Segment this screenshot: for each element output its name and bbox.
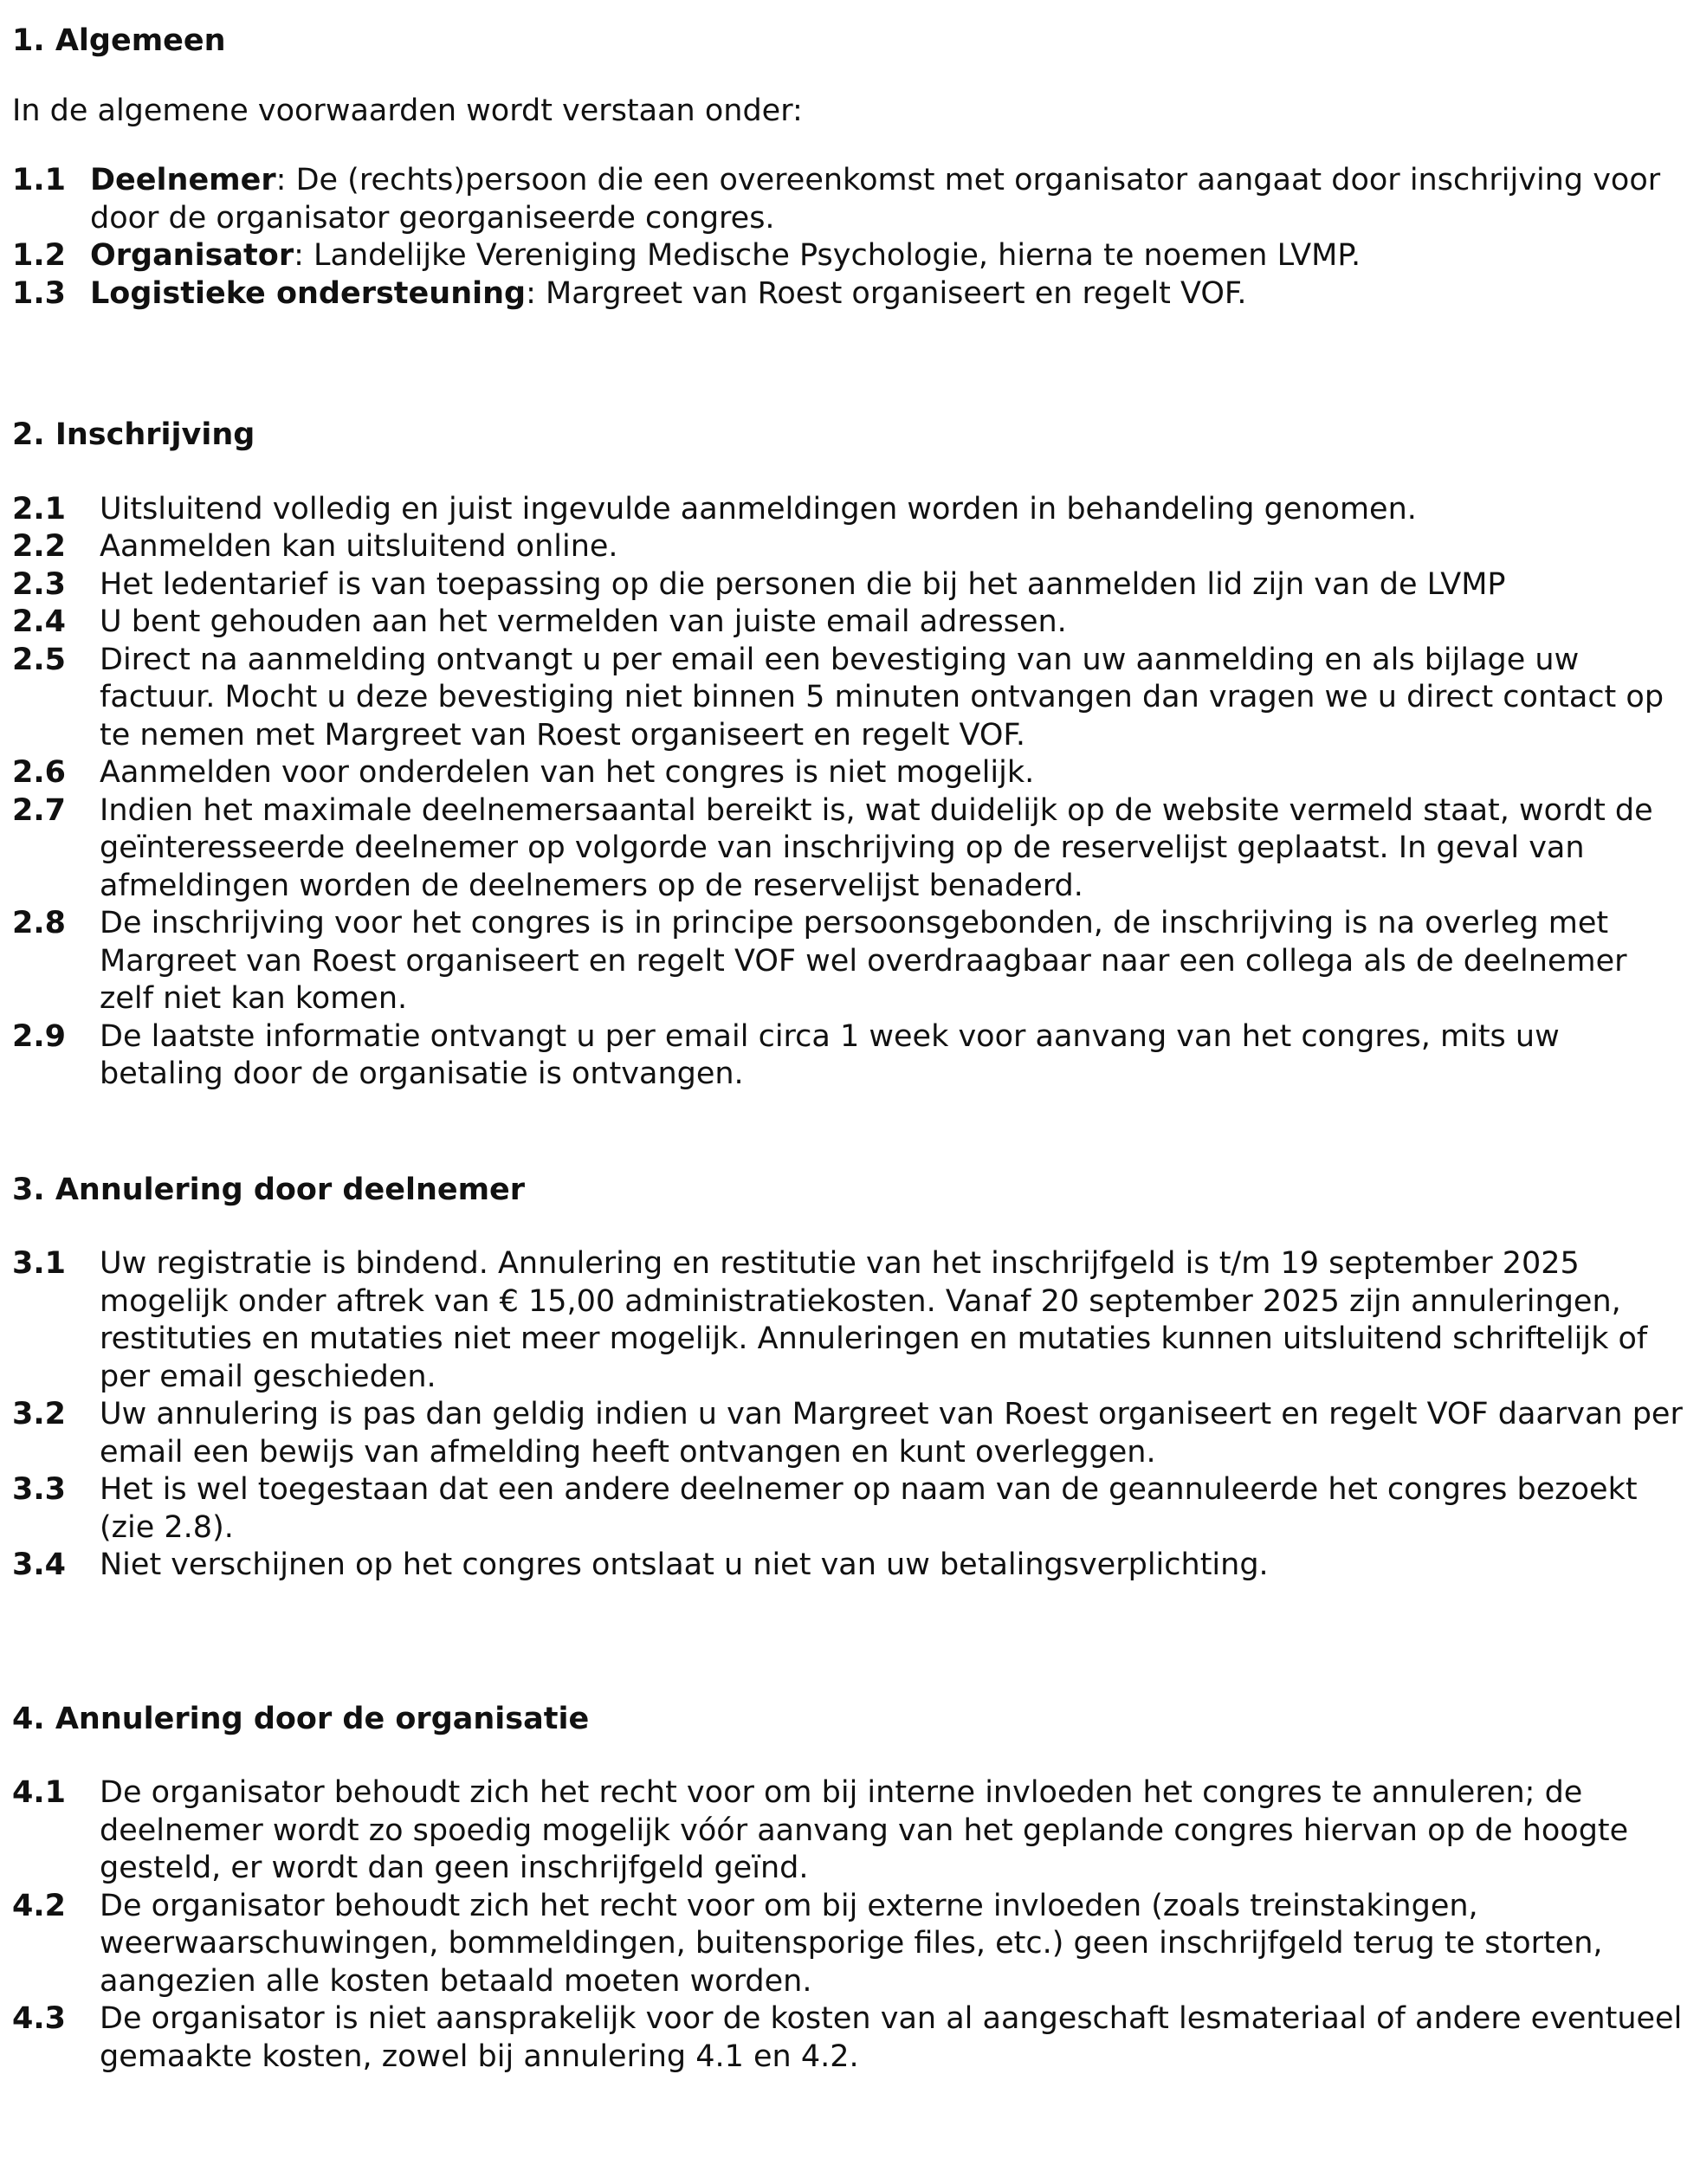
section-heading: 3. Annulering door deelnemer	[12, 1172, 526, 1207]
section-heading: 1. Algemeen	[12, 23, 226, 58]
definition-body	[90, 162, 1684, 237]
definition-number: 1.1	[12, 163, 67, 197]
clause-text: De inschrijving voor het congres is in principe persoonsgebonden, de inschrijving is na overleg met Margreet van Roest organiseert en regelt VOF wel overdraagbaar naar een collega als de deelnemer zelf niet kan komen.	[100, 906, 1627, 1016]
clause-number: 2.1	[12, 491, 67, 527]
clause-item	[12, 1471, 1684, 1547]
clause-number: 2.6	[12, 755, 67, 790]
definition-text: : De (rechts)persoon die een overeenkomst met organisator aangaat door inschrijving voor door de organisator georganiseerde congres.	[90, 163, 1661, 236]
definition-text: : Landelijke Vereniging Medische Psychologie, hierna te noemen LVMP.	[294, 238, 1361, 273]
definition-list	[12, 162, 1684, 313]
clause-item	[12, 2000, 1684, 2076]
clause-number: 2.8	[12, 906, 67, 940]
terms-document	[12, 23, 1684, 2076]
clause-text: Aanmelden voor onderdelen van het congres is niet mogelijk.	[100, 755, 1035, 790]
definition-item	[12, 237, 1684, 275]
clause-text: U bent gehouden aan het vermelden van juiste email adressen.	[100, 604, 1067, 639]
clause-item	[12, 604, 1684, 642]
clause-item	[12, 528, 1684, 566]
clause-number: 2.9	[12, 1018, 67, 1054]
clause-number: 3.3	[12, 1472, 67, 1507]
clause-list	[12, 491, 1684, 1094]
clause-item	[12, 792, 1684, 906]
definition-term: Organisator	[90, 238, 294, 273]
definition-number: 1.2	[12, 238, 67, 273]
section-annulering-organisatie	[12, 1701, 1684, 2077]
definition-item	[12, 162, 1684, 237]
clause-number: 2.4	[12, 604, 67, 639]
clause-text: Indien het maximale deelnemersaantal bereikt is, wat duidelijk op de website vermeld staat, wordt de geïnteresseerde deelnemer op volgorde van inschrijving op de reservelijst geplaatst. In geval van afmeldingen worden de deelnemers op de reservelijst benaderd.	[100, 792, 1653, 903]
definition-term: Logistieke ondersteuning	[90, 275, 527, 311]
clause-item	[12, 1547, 1684, 1585]
definition-item	[12, 275, 1684, 313]
clause-number: 2.3	[12, 566, 67, 602]
section-inschrijving	[12, 417, 1684, 1094]
clause-text: Aanmelden kan uitsluitend online.	[100, 529, 618, 564]
clause-number: 3.4	[12, 1548, 67, 1582]
clause-text: De organisator is niet aansprakelijk voor de kosten van al aangeschaft lesmateriaal of andere eventueel gemaakte kosten, zowel bij annulering 4.1 en 4.2.	[100, 2001, 1683, 2074]
section-intro: In de algemene voorwaarden wordt verstaan onder:	[12, 93, 803, 128]
definition-number: 1.3	[12, 275, 67, 311]
clause-item	[12, 1774, 1684, 1888]
clause-item	[12, 1396, 1684, 1471]
section-heading: 2. Inschrijving	[12, 417, 255, 452]
clause-item	[12, 1018, 1684, 1094]
clause-text: Uw registratie is bindend. Annulering en restitutie van het inschrijfgeld is t/m 19 september 2025 mogelijk onder aftrek van € 15,00 administratiekosten. Vanaf 20 september 2025 zijn annuleringen, restituties en mutaties niet meer mogelijk. Annuleringen en mutaties kunnen uitsluitend schriftelijk of per email geschieden.	[100, 1246, 1648, 1394]
clause-number: 3.1	[12, 1246, 67, 1281]
clause-list	[12, 1774, 1684, 2076]
section-algemeen	[12, 23, 1684, 313]
clause-item	[12, 491, 1684, 529]
clause-text: Niet verschijnen op het congres ontslaat u niet van uw betalingsverplichting.	[100, 1548, 1269, 1582]
clause-number: 2.2	[12, 529, 67, 564]
clause-list	[12, 1245, 1684, 1585]
section-annulering-deelnemer	[12, 1172, 1684, 1585]
clause-item	[12, 1888, 1684, 2001]
clause-number: 4.3	[12, 2001, 67, 2036]
clause-text: Het ledentarief is van toepassing op die personen die bij het aanmelden lid zijn van de LVMP	[100, 566, 1506, 602]
clause-number: 2.5	[12, 642, 67, 677]
clause-text: Direct na aanmelding ontvangt u per email een bevestiging van uw aanmelding en als bijlage uw factuur. Mocht u deze bevestiging niet binnen 5 minuten ontvangen dan vragen we u direct contact op te nemen met Margreet van Roest organiseert en regelt VOF.	[100, 642, 1664, 753]
definition-body	[90, 275, 1684, 313]
clause-number: 4.2	[12, 1888, 67, 1923]
clause-number: 4.1	[12, 1775, 67, 1810]
clause-item	[12, 566, 1684, 604]
clause-text: Uitsluitend volledig en juist ingevulde aanmeldingen worden in behandeling genomen.	[100, 491, 1417, 527]
clause-item	[12, 754, 1684, 792]
definition-body	[90, 237, 1684, 275]
clause-text: Het is wel toegestaan dat een andere deelnemer op naam van de geannuleerde het congres bezoekt (zie 2.8).	[100, 1472, 1638, 1545]
clause-text: Uw annulering is pas dan geldig indien u van Margreet van Roest organiseert en regelt VOF daarvan per email een bewijs van afmelding heeft ontvangen en kunt overleggen.	[100, 1397, 1683, 1470]
definition-text: : Margreet van Roest organiseert en regelt VOF.	[526, 275, 1247, 311]
clause-text: De laatste informatie ontvangt u per email circa 1 week voor aanvang van het congres, mits uw betaling door de organisatie is ontvangen.	[100, 1018, 1560, 1091]
clause-number: 2.7	[12, 792, 67, 828]
clause-text: De organisator behoudt zich het recht voor om bij externe invloeden (zoals treinstakingen, weerwaarschuwingen, bommeldingen, buitensporige files, etc.) geen inschrijfgeld terug te storten, aangezien alle kosten betaald moeten worden.	[100, 1888, 1603, 1999]
clause-item	[12, 905, 1684, 1018]
clause-item	[12, 1245, 1684, 1396]
clause-text: De organisator behoudt zich het recht voor om bij interne invloeden het congres te annuleren; de deelnemer wordt zo spoedig mogelijk vóór aanvang van het geplande congres hiervan op de hoogte gesteld, er wordt dan geen inschrijfgeld geïnd.	[100, 1775, 1629, 1885]
clause-number: 3.2	[12, 1397, 67, 1431]
clause-item	[12, 642, 1684, 755]
section-heading: 4. Annulering door de organisatie	[12, 1701, 590, 1736]
definition-term: Deelnemer	[90, 163, 276, 197]
